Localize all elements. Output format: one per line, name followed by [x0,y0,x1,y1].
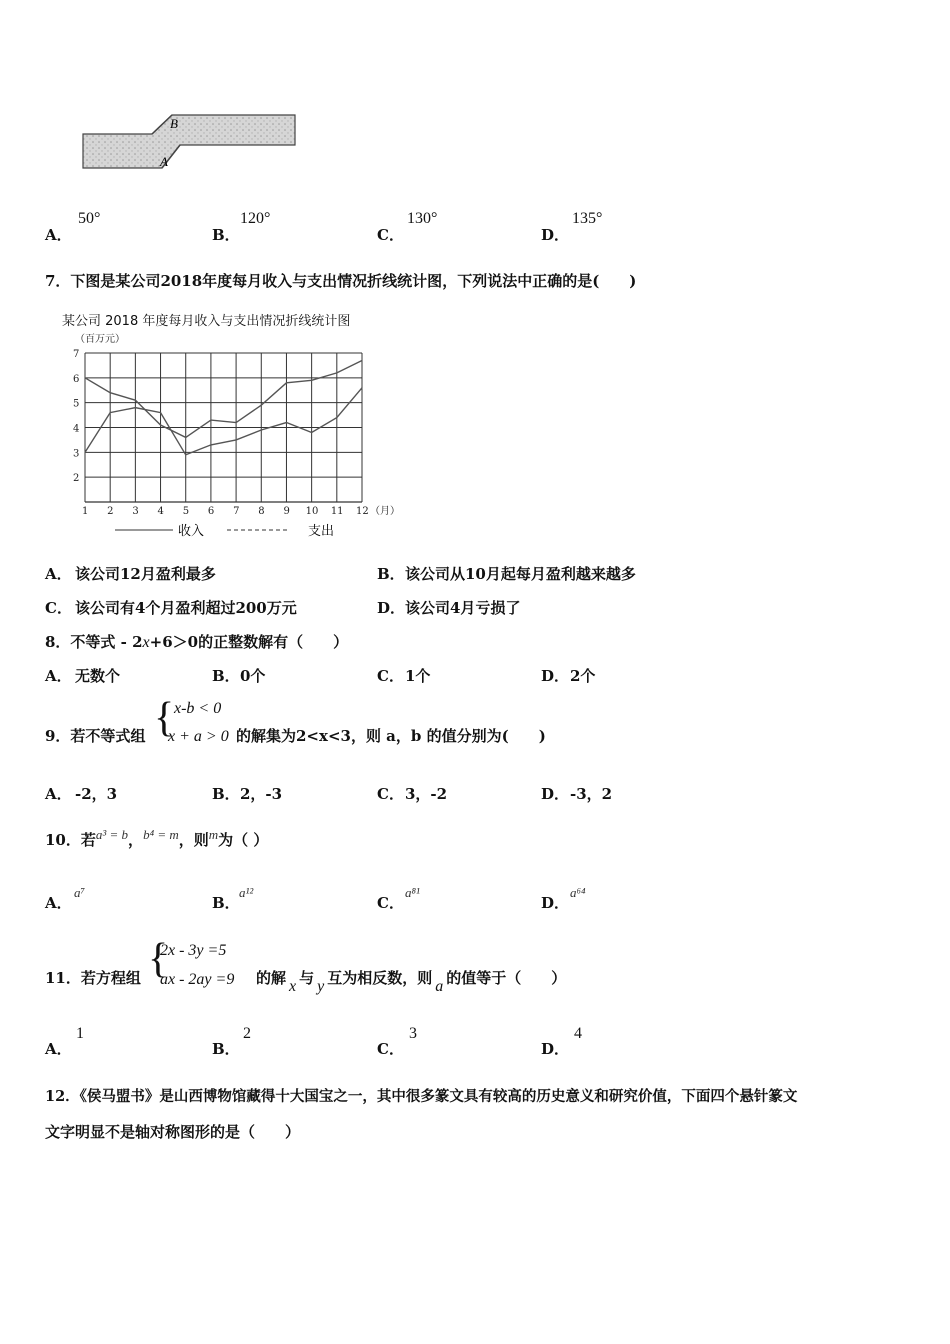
q10-expr1: a³ = b [95,827,129,842]
q11-option-b-value: 2 [243,1025,251,1042]
q7-option-b-letter: B． [377,565,405,583]
q7-stem: 7．下图是某公司2018年度每月收入与支出情况折线统计图，下列说法中正确的是( ) [45,272,637,290]
q11-line2: ax - 2ay =9 [160,971,235,988]
q11-option-c-letter: C． [377,1040,404,1058]
q11-option-b-letter: B． [212,1040,240,1058]
q6-option-c-letter: C． [377,226,404,244]
q7-option-d-letter: D． [377,599,406,617]
q11-line1: 2x - 3y =5 [160,942,227,959]
q7-option-d-text: 该公司4月亏损了 [405,599,521,617]
q8-stem-suffix: +6＞0的正整数解有（ ） [149,633,349,651]
y-tick-label: 5 [73,398,80,410]
q9-option-c-letter: C． [377,785,404,803]
y-tick-label: 6 [73,373,80,385]
q7-option-b-text: 该公司从10月起每月盈利越来越多 [405,565,636,583]
q6-option-a-value: 50° [78,210,101,227]
q7-option-c-letter: C． [45,599,72,617]
q7-option-a-text: 该公司12月盈利最多 [75,565,216,583]
q11-var-a: a [435,978,444,995]
q10-option-d-value: a⁶⁴ [570,885,586,900]
q10-stem-suffix: 为（ ） [218,831,269,849]
x-axis-unit-label: （月） [370,506,400,517]
q8-stem-var: x [142,634,150,651]
x-tick-label: 6 [207,506,215,517]
q10-option-a-value: a⁷ [74,885,86,900]
figure-label-a: A [160,154,168,169]
q11-stem-part4: 的值等于（ ） [446,969,567,987]
q11-option-d-letter: D． [541,1040,570,1058]
q11-brace: { [148,936,169,982]
q9-option-b-letter: B． [212,785,240,803]
q9-line1: x-b < 0 [174,700,222,717]
q11-stem-rest [256,967,567,995]
q11-var-y: y [317,978,325,995]
q12-stem-line2: 文字明显不是轴对称图形的是（ ） [45,1123,301,1141]
x-tick-label: 12 [356,506,369,517]
q8-option-c-text: 1个 [405,667,431,685]
q9-option-d-text: -3，2 [570,785,613,803]
q9-option-d-letter: D． [541,785,570,803]
x-tick-label: 10 [305,506,319,517]
q8-stem [45,631,348,652]
x-tick-label: 7 [233,506,240,517]
y-tick-label: 3 [73,448,80,460]
q11-stem-part3: 互为相反数，则 [327,969,433,987]
q11-option-c-value: 3 [409,1025,417,1042]
q11-stem-prefix: 11．若方程组 [45,969,141,987]
q8-stem-prefix: 8．不等式 - 2 [45,633,143,651]
q8-option-b-letter: B． [212,667,240,685]
q10-comma: ， [128,831,144,849]
q6-option-c-value: 130° [407,210,438,227]
q8-option-c-letter: C． [377,667,404,685]
line-chart [55,325,415,547]
q10-option-a-letter: A． [45,894,72,912]
q7-option-a-letter: A． [45,565,72,583]
q10-expr2: b⁴ = m [143,827,179,842]
q8-option-b-text: 0个 [240,667,266,685]
q8-option-a-text: 无数个 [75,667,121,685]
y-axis-unit-label: （百万元） [75,334,125,345]
figure-label-b: B [170,116,178,131]
x-tick-label: 4 [157,506,164,517]
q10-stem-prefix: 10．若 [45,831,96,849]
q9-option-b-text: 2，-3 [240,785,283,803]
q10-expr3: m [208,827,219,842]
q10-stem-mid: ，则 [178,831,209,849]
q8-option-d-letter: D． [541,667,570,685]
q10-option-c-letter: C． [377,894,404,912]
q9-option-a-letter: A． [45,785,72,803]
q6-option-d-letter: D． [541,226,570,244]
x-tick-label: 9 [283,506,290,517]
q7-option-c-text: 该公司有4个月盈利超过200万元 [75,599,297,617]
x-tick-label: 11 [330,506,344,517]
y-tick-label: 7 [73,349,80,360]
q9-option-a-text: -2，3 [75,785,118,803]
q11-stem-part2: 与 [299,969,315,987]
q11-option-d-value: 4 [574,1025,582,1042]
x-tick-label: 1 [82,506,89,517]
q6-option-d-value: 135° [572,210,603,227]
q10-option-b-letter: B． [212,894,240,912]
q9-stem-prefix: 9．若不等式组 [45,727,146,745]
x-tick-label: 3 [132,506,139,517]
q10-stem [45,829,268,850]
q10-option-c-value: a⁸¹ [405,885,420,900]
q6-figure [80,110,302,176]
q11-option-a-value: 1 [76,1025,84,1042]
x-tick-label: 8 [258,506,265,517]
legend-label-expense: 支出 [308,524,335,539]
q11-stem-part1: 的解 [256,969,287,987]
y-tick-label: 4 [73,423,80,435]
q12-stem-line1: 12．《侯马盟书》是山西博物馆藏得十大国宝之一，其中很多篆文具有较高的历史意义和研究价值，下面四个悬针篆文 [45,1088,798,1105]
q9-option-c-text: 3，-2 [405,785,448,803]
series-line-income [85,360,362,437]
chart-title: 某公司 2018 年度每月收入与支出情况折线统计图 [62,314,351,329]
q8-option-d-text: 2个 [570,667,596,685]
q9-brace: { [154,695,175,741]
q10-option-b-value: a¹² [239,885,254,900]
q9-line2: x + a > 0 [168,728,229,745]
q6-option-b-letter: B． [212,226,240,244]
q11-option-a-letter: A． [45,1040,72,1058]
y-tick-label: 2 [73,473,80,485]
q10-option-d-letter: D． [541,894,570,912]
q11-var-x: x [289,978,297,995]
legend-label-income: 收入 [178,524,205,539]
q8-option-a-letter: A． [45,667,72,685]
x-tick-label: 5 [182,506,190,517]
q6-option-a-letter: A． [45,226,72,244]
q9-stem-suffix: 的解集为2<x<3，则 a，b 的值分别为( ) [236,727,546,745]
x-tick-label: 2 [107,506,114,517]
q6-option-b-value: 120° [240,210,271,227]
